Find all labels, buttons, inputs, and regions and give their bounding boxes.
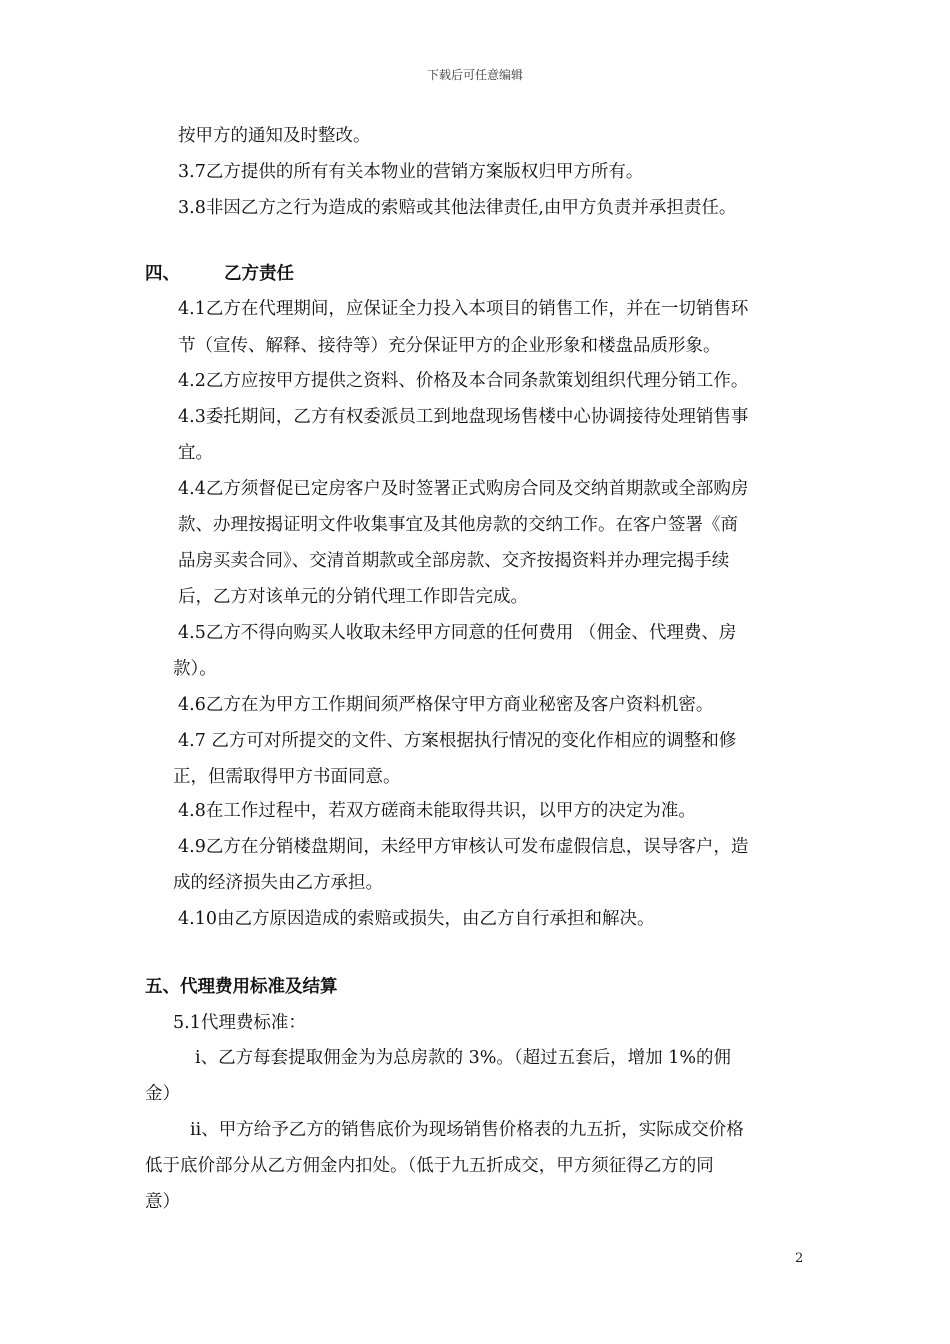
clause-4-8: 4.8在工作过程中，若双方磋商未能取得共识，以甲方的决定为准。 bbox=[178, 801, 696, 821]
text-line: 意） bbox=[145, 1192, 180, 1212]
clause-5-1: 5.1代理费标准： bbox=[173, 1013, 306, 1033]
item-ii: ⅱ、甲方给予乙方的销售底价为现场销售价格表的九五折，实际成交价格 bbox=[190, 1120, 744, 1140]
clause-4-4: 4.4乙方须督促已定房客户及时签署正式购房合同及交纳首期款或全部购房 bbox=[178, 479, 749, 499]
text-line: 成的经济损失由乙方承担。 bbox=[173, 873, 383, 893]
section-5-heading: 五、代理费用标准及结算 bbox=[145, 977, 338, 997]
clause-4-10: 4.10由乙方原因造成的索赔或损失，由乙方自行承担和解决。 bbox=[178, 909, 655, 929]
clause-3-8: 3.8非因乙方之行为造成的索赔或其他法律责任,由甲方负责并承担责任。 bbox=[178, 198, 737, 218]
text-line: 节（宣传、解释、接待等）充分保证甲方的企业形象和楼盘品质形象。 bbox=[178, 336, 721, 356]
text-line: 后，乙方对该单元的分销代理工作即告完成。 bbox=[178, 587, 528, 607]
text-line: 低于底价部分从乙方佣金内扣处。（低于九五折成交，甲方须征得乙方的同 bbox=[145, 1156, 714, 1176]
text-line: 金） bbox=[145, 1084, 180, 1104]
clause-4-5: 4.5乙方不得向购买人收取未经甲方同意的任何费用 （佣金、代理费、房 bbox=[178, 623, 737, 643]
text-line: 款、办理按揭证明文件收集事宜及其他房款的交纳工作。在客户签署《商 bbox=[178, 515, 738, 535]
page-number: 2 bbox=[795, 1251, 804, 1266]
text-line: 按甲方的通知及时整改。 bbox=[178, 126, 371, 146]
clause-4-3: 4.3委托期间，乙方有权委派员工到地盘现场售楼中心协调接待处理销售事 bbox=[178, 407, 749, 427]
text-line: 品房买卖合同》、交清首期款或全部房款、交齐按揭资料并办理完揭手续 bbox=[178, 551, 730, 571]
clause-4-2: 4.2乙方应按甲方提供之资料、价格及本合同条款策划组织代理分销工作。 bbox=[178, 371, 749, 391]
item-i: ⅰ、乙方每套提取佣金为为总房款的 3%。（超过五套后，增加 1%的佣 bbox=[195, 1048, 731, 1068]
clause-3-7: 3.7乙方提供的所有有关本物业的营销方案版权归甲方所有。 bbox=[178, 162, 644, 182]
section-4-title: 乙方责任 bbox=[224, 264, 294, 284]
text-line: 款）。 bbox=[173, 659, 217, 679]
section-4-number: 四、 bbox=[145, 264, 180, 284]
clause-4-1: 4.1乙方在代理期间，应保证全力投入本项目的销售工作，并在一切销售环 bbox=[178, 299, 749, 319]
clause-4-9: 4.9乙方在分销楼盘期间，未经甲方审核认可发布虚假信息，误导客户，造 bbox=[178, 837, 749, 857]
section-4-heading bbox=[145, 266, 294, 284]
text-line: 正，但需取得甲方书面同意。 bbox=[173, 767, 401, 787]
clause-4-7: 4.7 乙方可对所提交的文件、方案根据执行情况的变化作相应的调整和修 bbox=[178, 731, 737, 751]
text-line: 宜。 bbox=[178, 443, 213, 463]
clause-4-6: 4.6乙方在为甲方工作期间须严格保守甲方商业秘密及客户资料机密。 bbox=[178, 695, 714, 715]
page-header: 下载后可任意编辑 bbox=[426, 68, 523, 82]
